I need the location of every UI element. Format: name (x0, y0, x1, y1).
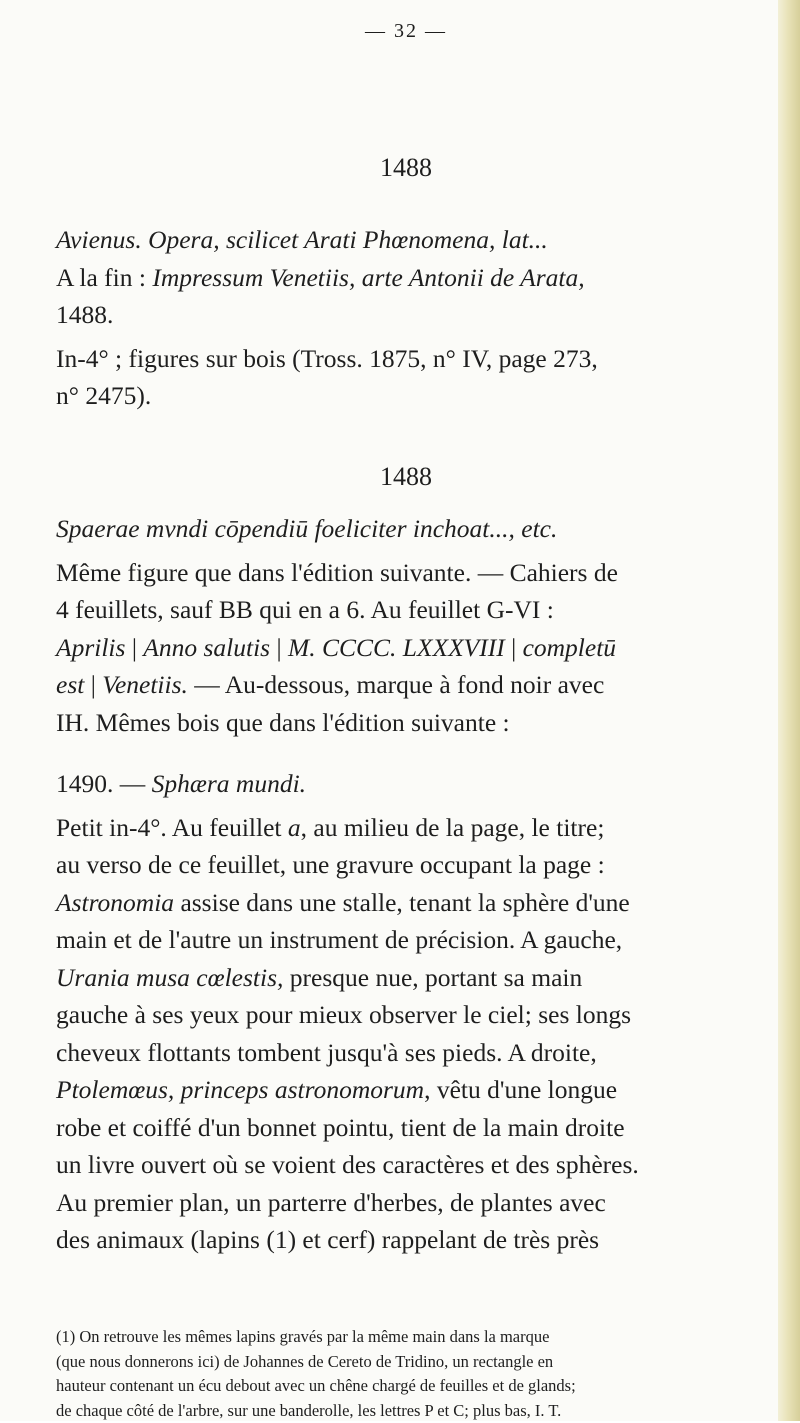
entry2-line4: est | Venetiis. — Au-dessous, marque à fond noir avec (56, 666, 736, 704)
entry2-text (56, 510, 736, 741)
entry3-line5-b: presque nue, portant sa main (283, 963, 582, 992)
footnote-line1: (1) On retrouve les mêmes lapins gravés par la même main dans la marque (56, 1325, 746, 1350)
footnote-line3: hauteur contenant un écu debout avec un chêne chargé de feuilles et de glands; (56, 1374, 746, 1399)
entry3-line1-b: a (288, 813, 301, 842)
entry1-title: Opera, scilicet Arati Phœnomena, lat... (148, 225, 548, 254)
entry3-line1-c: , au milieu de la page, le titre; (301, 813, 605, 842)
entry2-aprilis: Aprilis (56, 633, 125, 662)
entry2-line2: 4 feuillets, sauf BB qui en a 6. Au feuillet G-VI : (56, 591, 736, 629)
entry3-line3-b: assise dans une stalle, tenant la sphère d'une (174, 888, 630, 917)
entry3-line8-b: , vêtu d'une longue (424, 1075, 617, 1104)
entry3-line3 (56, 884, 736, 922)
entry3-text (56, 765, 736, 1259)
entry1-author: Avienus. (56, 225, 142, 254)
entry1-line4: In-4° ; figures sur bois (Tross. 1875, n° IV, page 273, (56, 340, 736, 378)
entry3-year: 1490. — (56, 769, 152, 798)
entry3-line1-a: Petit in-4°. Au feuillet (56, 813, 288, 842)
entry3-line7: cheveux flottants tombent jusqu'à ses pieds. A droite, (56, 1034, 736, 1072)
entry3-line6: gauche à ses yeux pour mieux observer le ciel; ses longs (56, 996, 736, 1034)
entry3-urania: Urania musa cœlestis, (56, 963, 283, 992)
entry2-est: est (56, 670, 84, 699)
entry3-line10: un livre ouvert où se voient des caractères et des sphères. (56, 1146, 736, 1184)
entry3-line4: main et de l'autre un instrument de précision. A gauche, (56, 921, 736, 959)
entry1-line2-lead: A la fin : (56, 263, 152, 292)
entry3-astronomia: Astronomia (56, 888, 174, 917)
entry1-line5: n° 2475). (56, 377, 736, 415)
entry3-heading (56, 765, 736, 803)
entry1-year: 1488 (56, 153, 756, 183)
entry2-title: Spaerae mvndi cōpendiū foeliciter inchoat... (56, 514, 509, 543)
entry2-mark-text: — Au-dessous, marque à fond noir avec (188, 670, 604, 699)
entry1-line2 (56, 259, 736, 297)
entry3-line8 (56, 1071, 736, 1109)
entry1-imprint: Impressum Venetiis, arte Antonii de Arata, (152, 263, 584, 292)
entry3-line9: robe et coiffé d'un bonnet pointu, tient de la main droite (56, 1109, 736, 1147)
footnote (56, 1325, 746, 1423)
entry1-line3: 1488. (56, 296, 736, 334)
entry2-title-line (56, 510, 736, 548)
entry2-title-etc: , etc. (509, 514, 558, 543)
entry3-ptolemaeus: Ptolemœus, princeps astronomorum (56, 1075, 424, 1104)
entry3-line5 (56, 959, 736, 997)
entry2-anno-salutis: Anno salutis (143, 633, 270, 662)
entry3-line2: au verso de ce feuillet, une gravure occupant la page : (56, 846, 736, 884)
entry2-completum: completū (523, 633, 616, 662)
entry2-date-roman: M. CCCC. LXXXVIII (288, 633, 505, 662)
entry3-line11: Au premier plan, un parterre d'herbes, de plantes avec (56, 1184, 736, 1222)
page-edge (778, 0, 800, 1421)
entry1-text (56, 221, 736, 415)
entry3-line12: des animaux (lapins (1) et cerf) rappelant de très près (56, 1221, 736, 1259)
entry2-line5: IH. Mêmes bois que dans l'édition suivante : (56, 704, 736, 742)
footnote-line2: (que nous donnerons ici) de Johannes de Cereto de Tridino, un rectangle en (56, 1350, 746, 1375)
entry2-line1: Même figure que dans l'édition suivante. — Cahiers de (56, 554, 736, 592)
entry3-line1 (56, 809, 736, 847)
entry2-venetiis: Venetiis. (102, 670, 188, 699)
page-number: — 32 — (56, 20, 756, 43)
footnote-line4: de chaque côté de l'arbre, sur une banderolle, les lettres P et C; plus bas, I. T. (56, 1399, 746, 1423)
entry3-title: Sphæra mundi. (152, 769, 306, 798)
entry2-year: 1488 (56, 462, 756, 492)
entry2-line3: Aprilis | Anno salutis | M. CCCC. LXXXVIII | completū (56, 629, 736, 667)
entry1-title-line (56, 221, 736, 259)
